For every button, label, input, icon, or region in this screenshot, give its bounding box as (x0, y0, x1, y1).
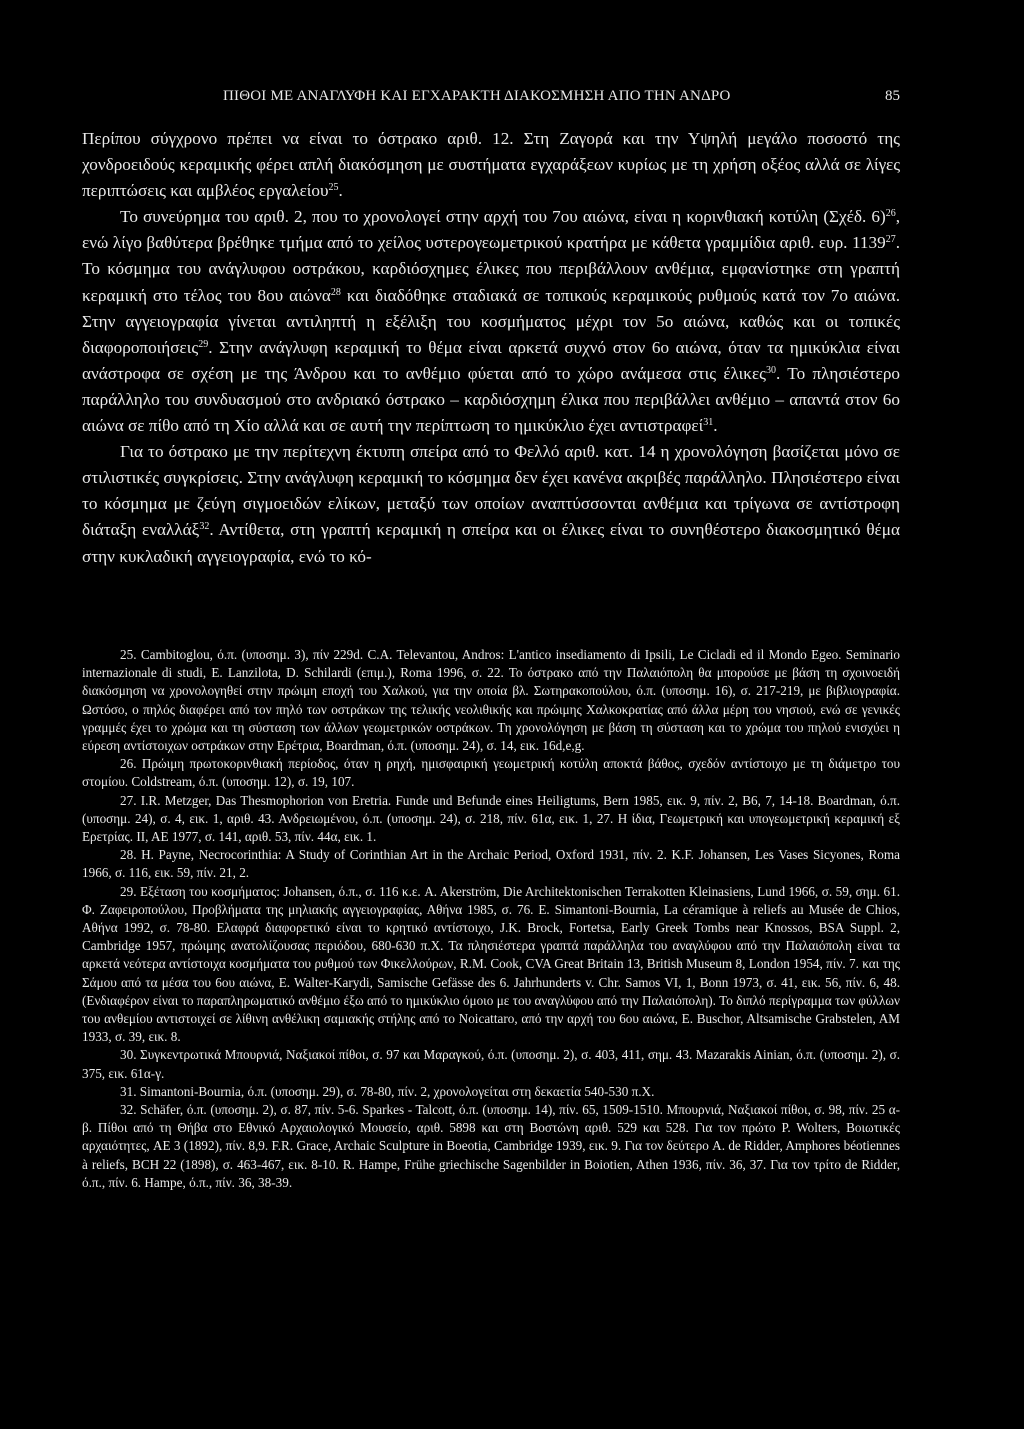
footnote-ref[interactable]: 27 (885, 234, 896, 246)
footnote-32: 32. Schäfer, ό.π. (υποσημ. 2), σ. 87, πίν. 5-6. Sparkes - Talcott, ό.π. (υποσημ. 14), πίν. 65, 1509-1510. Μπουρνιά, Ναξιακοί πίθοι, σ. 98, πίν. 25 α-β. Πίθοι από τη Θήβα στο Εθνικό Αρχαιολογικό Μουσείο, αριθ. 5898 και στη Βοστώνη αριθ. 529 και 528. Για τον πρώτο P. Wolters, Βοιωτικές αρχαιότητες, AE 3 (1892), πίν. 8,9. F.R. Grace, Archaic Sculpture in Boeotia, Cambridge 1939, εικ. 9. Για τον δεύτερο A. de Ridder, Amphores béotiennes à reliefs, BCH 22 (1898), σ. 463-467, εικ. 8-10. R. Hampe, Frühe griechische Sagenbilder in Boiotien, Athen 1936, πίν. 36, 37. Για τον τρίτο de Ridder, ό.π., πίν. 6. Hampe, ό.π., πίν. 36, 38-39. (82, 1102, 900, 1190)
footnote-25: 25. Cambitoglou, ό.π. (υποσημ. 3), πίν 229d. C.A. Televantou, Andros: L'antico insediamento di Ipsili, Le Cicladi ed il Mondo Egeo. Seminario internazionale di studi, E. Lanzilota, D. Schilardi (επιμ.), Roma 1996, σ. 22. Το όστρακο από την Παλαιόπολη θα μπορούσε με βάση τη σχοινοειδή διακόσμηση να χρονολογηθεί στην πρώιμη εποχή του Χαλκού, για την οποία βλ. Σωτηρακοπούλου, ό.π. (υποσημ. 16), σ. 217-219, με βιβλιογραφία. Ωστόσο, ο πηλός διαφέρει από τον πηλό των οστράκων της τελικής νεολιθικής και πρώιμης Χαλκοκρατίας από άλλα μέρη του νησιού, ενώ σε γενικές γραμμές έχει το χρώμα και τη σύσταση των άλλων γεωμετρικών οστράκων. Τη χρονολόγηση με βάση τη σύσταση και το χρώμα του πηλού ενισχύει η εύρεση αντίστοιχων οστράκων στην Ερέτρια, Boardman, ό.π. (υποσημ. 24), σ. 14, εικ. 16d,e,g. (82, 647, 900, 754)
footnote-ref[interactable]: 28 (330, 286, 341, 298)
running-title: ΠΙΘΟΙ ΜΕ ΑΝΑΓΛΥΦΗ ΚΑΙ ΕΓΧΑΡΑΚΤΗ ΔΙΑΚΟΣΜΗΣΗ ΑΠΟ ΤΗΝ ΑΝΔΡΟ (223, 88, 731, 104)
paragraph: Περίπου σύγχρονο πρέπει να είναι το όστρακο αριθ. 12. Στη Ζαγορά και την Υψηλή μεγάλο ποσοστό της χονδροειδούς κεραμικής φέρει απλή διακόσμηση με συστήματα εγχαράξεων κυρίως με τη χρήση οξέος αλλά σε λίγες περιπτώσεις και αμβλέος εργαλείου$^{25}$. (82, 129, 900, 201)
paragraph: Το συνεύρημα του αριθ. 2, που το χρονολογεί στην αρχή του 7ου αιώνα, είναι η κορινθιακή κοτύλη (Σχέδ. 6)$^{26}$, ενώ λίγο βαθύτερα βρέθηκε τμήμα από το χείλος υστερογεωμετρικού κρατήρα με κάθετα γραμμίδια αριθ. ευρ. 1139$^{27}$. Το κόσμημα του ανάγλυφου οστράκου, καρδιόσχημες έλικες που περιβάλλουν ανθέμια, εμφανίστηκε στη γραπτή κεραμική στο τέλος του 8ου αιώνα$^{28}$ και διαδόθηκε σταδιακά σε τοπικούς κεραμικούς ρυθμούς κατά τον 7ο αιώνα. Στην αγγειογραφία γίνεται αντιληπτή η εξέλιξη του κοσμήματος μέχρι τον 5ο αιώνα, καθώς και οι τοπικές διαφοροποιήσεις$^{29}$. Στην ανάγλυφη κεραμική το θέμα είναι αρκετά συχνό στον 6ο αιώνα, όταν τα ημικύκλια είναι ανάστροφα σε σχέση με της Άνδρου και το ανθέμιο φύεται από το χώρο ανάμεσα στις έλικες$^{30}$. Το πλησιέστερο παράλληλο του συνδυασμού στο ανδριακό όστρακο – καρδιόσχημη έλικα που περιβάλλει ανθέμιο – απαντά στον 6ο αιώνα σε πίθο από τη Χίο αλλά και σε αυτή την περίπτωση το ημικύκλιο έχει αντιστραφεί$^{31}$. (82, 207, 900, 436)
footnote-30: 30. Συγκεντρωτικά Μπουρνιά, Ναξιακοί πίθοι, σ. 97 και Μαραγκού, ό.π. (υποσημ. 2), σ. 403, 411, σημ. 43. Mazarakis Ainian, ό.π. (υποσημ. 2), σ. 375, εικ. 61α-γ. (82, 1047, 900, 1081)
main-text (82, 126, 900, 570)
footnote-29: 29. Εξέταση του κοσμήματος: Johansen, ό.π., σ. 116 κ.ε. A. Akerström, Die Architektonischen Terrakotten Kleinasiens, Lund 1966, σ. 59, σημ. 61. Φ. Ζαφειροπούλου, Προβλήματα της μηλιακής αγγειογραφίας, Αθήνα 1985, σ. 76. E. Simantoni-Bournia, La céramique à reliefs au Musée de Chios, Αθήνα 1992, σ. 78-80. Ελαφρά διαφορετικό είναι το κρητικό αντίστοιχο, J.K. Brock, Fortetsa, Early Greek Tombs near Knossos, BSA Suppl. 2, Cambridge 1957, πρώιμης ανατολίζουσας περιόδου, 680-630 π.Χ. Τα πλησιέστερα γραπτά παράλληλα του αναγλύφου από την Παλαιόπολη είναι τα αρκετά νεότερα αντίστοιχα κοσμήματα του ρυθμού των Φικελλούρων, R.M. Cook, CVA Great Britain 13, British Museum 8, London 1954, πίν. 7. και της Σάμου από τα μέσα του 6ου αιώνα, E. Walter-Karydi, Samische Gefässe des 6. Jahrhunderts v. Chr. Samos VI, 1, Bonn 1973, σ. 41, εικ. 56, πίν. 6, 48. (Ενδιαφέρον είναι το παραπληρωματικό ανθέμιο έξω από το ημικύκλιο όμοιο με του αναγλύφου από την Παλαιόπολη). Το διπλό περίγραμμα των φύλλων του ανθεμίου αντιστοιχεί σε λίθινη ανθέλικη σαμιακής στήλης από το Noicattaro, από την αρχή του 6ου αιώνα, E. Buschor, Altsamische Grabstelen, AM 1933, σ. 39, εικ. 8. (82, 883, 900, 1045)
page-number: 85 (885, 88, 900, 104)
footnote-ref[interactable]: 26 (885, 208, 896, 220)
footnote-ref[interactable]: 32 (199, 521, 210, 533)
footnote-ref[interactable]: 31 (703, 417, 714, 429)
footnote-ref[interactable]: 30 (765, 364, 776, 376)
paragraph: Για το όστρακο με την περίτεχνη έκτυπη σπείρα από το Φελλό αριθ. κατ. 14 η χρονολόγηση βασίζεται μόνο σε στιλιστικές συγκρίσεις. Στην ανάγλυφη κεραμική το κόσμημα δεν έχει κανένα ακριβές παράλληλο. Πλησιέστερο είναι το κόσμημα με ζεύγη σιγμοειδών ελίκων, μεταξύ των οποίων αναπτύσσονται ανθέμια και τρίγωνα σε αντίστροφη διάταξη εναλλάξ$^{32}$. Αντίθετα, στη γραπτή κεραμική η σπείρα και οι έλικες είναι το συνηθέστερο διακοσμητικό θέμα στην κυκλαδική αγγειογραφία, ενώ το κό- (82, 442, 900, 566)
footnote-26: 26. Πρώιμη πρωτοκορινθιακή περίοδος, όταν η ρηχή, ημισφαιρική γεωμετρική κοτύλη αποκτά βάθος, σχεδόν αντίστοιχο με τη διάμετρο του στομίου. Coldstream, ό.π. (υποσημ. 12), σ. 19, 107. (82, 756, 900, 790)
footnote-28: 28. H. Payne, Necrocorinthia: A Study of Corinthian Art in the Archaic Period, Oxford 1931, πίν. 2. K.F. Johansen, Les Vases Sicyones, Roma 1966, σ. 116, εικ. 59, πίν. 21, 2. (82, 847, 900, 881)
footnote-27: 27. I.R. Metzger, Das Thesmophorion von Eretria. Funde und Befunde eines Heiligtums, Bern 1985, εικ. 9, πίν. 2, Β6, 7, 14-18. Boardman, ό.π. (υποσημ. 24), σ. 4, εικ. 1, αριθ. 43. Ανδρειωμένου, ό.π. (υποσημ. 24), σ. 218, πίν. 61α, εικ. 1, 27. Η ίδια, Γεωμετρική και υπογεωμετρική κεραμική εξ Ερετρίας. II, AE 1977, σ. 141, αριθ. 53, πίν. 44α, εικ. 1. (82, 792, 900, 845)
footnote-ref[interactable]: 25 (328, 182, 339, 194)
footnote-31: 31. Simantoni-Bournia, ό.π. (υποσημ. 29), σ. 78-80, πίν. 2, χρονολογείται στη δεκαετία 540-530 π.Χ. (120, 1083, 655, 1099)
running-header (82, 88, 900, 110)
footnote-ref[interactable]: 29 (198, 338, 209, 350)
footnotes (82, 646, 900, 1192)
